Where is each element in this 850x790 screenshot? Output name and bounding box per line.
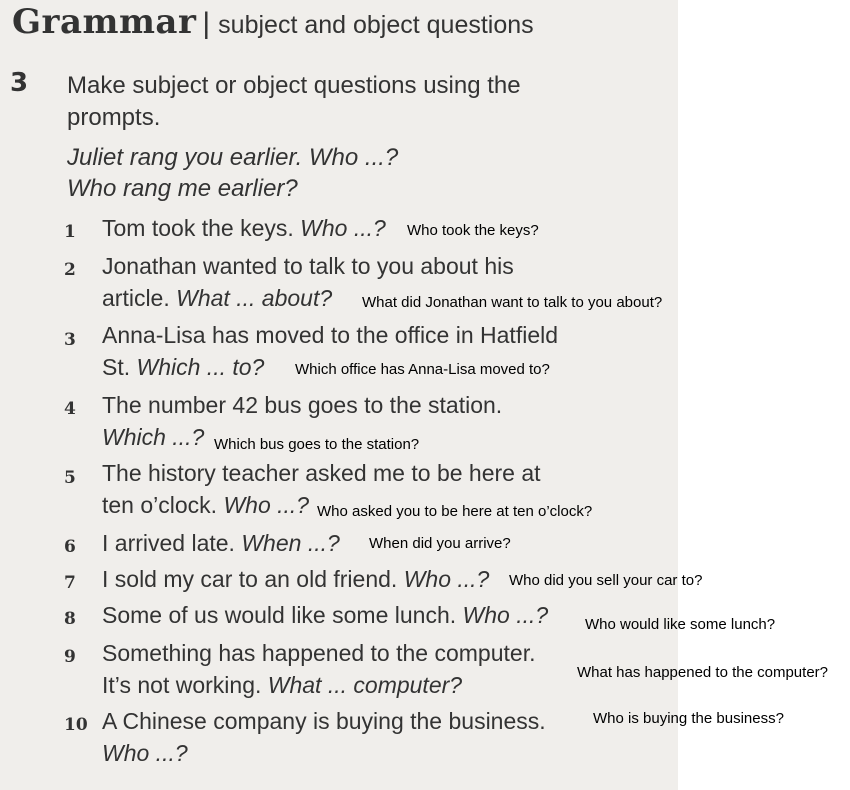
item-text: Something has happened to the computer. bbox=[102, 640, 536, 666]
answer-7: Who did you sell your car to? bbox=[509, 572, 703, 589]
exercise-instruction: Make subject or object questions using the prompts. bbox=[67, 72, 521, 131]
item-text-cont: Which ...? bbox=[102, 424, 205, 450]
item-text: A Chinese company is buying the business. bbox=[102, 708, 546, 734]
example-answer: Who rang me earlier? bbox=[67, 175, 298, 202]
answer-1: Who took the keys? bbox=[407, 222, 539, 239]
worked-example bbox=[67, 142, 398, 204]
item-number: 7 bbox=[64, 573, 76, 593]
section-header bbox=[12, 2, 534, 42]
answer-8: Who would like some lunch? bbox=[585, 616, 776, 633]
item-text: I sold my car to an old friend. Who ...? bbox=[102, 566, 490, 592]
item-text-cont: St. Which ... to? bbox=[102, 354, 265, 380]
item-text: I arrived late. When ...? bbox=[102, 530, 340, 556]
example-prompt: Juliet rang you earlier. Who ...? bbox=[67, 144, 399, 171]
item-text-cont: Who ...? bbox=[102, 740, 188, 766]
answer-4: Which bus goes to the station? bbox=[214, 436, 420, 453]
item-text: Some of us would like some lunch. Who ...? bbox=[102, 602, 549, 628]
answer-9: What has happened to the computer? bbox=[577, 664, 829, 681]
item-number: 4 bbox=[64, 399, 76, 419]
answer-3: Which office has Anna-Lisa moved to? bbox=[295, 361, 550, 378]
exercise-number: 3 bbox=[10, 68, 29, 98]
item-number: 9 bbox=[64, 647, 76, 667]
answer-6: When did you arrive? bbox=[369, 535, 511, 552]
item-text-cont: ten o’clock. Who ...? bbox=[102, 492, 310, 518]
item-text-cont: article. What ... about? bbox=[102, 285, 333, 311]
answer-5: Who asked you to be here at ten o’clock? bbox=[317, 503, 593, 520]
item-number: 5 bbox=[64, 468, 76, 488]
item-number: 2 bbox=[64, 260, 76, 280]
section-subtitle: subject and object questions bbox=[218, 11, 534, 39]
item-number: 1 bbox=[64, 222, 76, 242]
item-text: Tom took the keys. Who ...? bbox=[102, 215, 386, 241]
answer-10: Who is buying the business? bbox=[593, 710, 784, 727]
item-text: Anna-Lisa has moved to the office in Hatfield bbox=[102, 322, 559, 348]
item-text: Jonathan wanted to talk to you about his bbox=[102, 253, 514, 279]
item-text-cont: It’s not working. What ... computer? bbox=[102, 672, 463, 698]
item-number: 10 bbox=[64, 715, 88, 735]
item-number: 8 bbox=[64, 609, 76, 629]
title-separator: | bbox=[202, 7, 211, 40]
item-text: The history teacher asked me to be here at bbox=[102, 460, 541, 486]
item-text: The number 42 bus goes to the station. bbox=[102, 392, 503, 418]
item-number: 6 bbox=[64, 537, 76, 557]
answer-2: What did Jonathan want to talk to you about? bbox=[362, 294, 663, 311]
item-number: 3 bbox=[64, 330, 76, 350]
section-title: Grammar bbox=[12, 2, 197, 42]
